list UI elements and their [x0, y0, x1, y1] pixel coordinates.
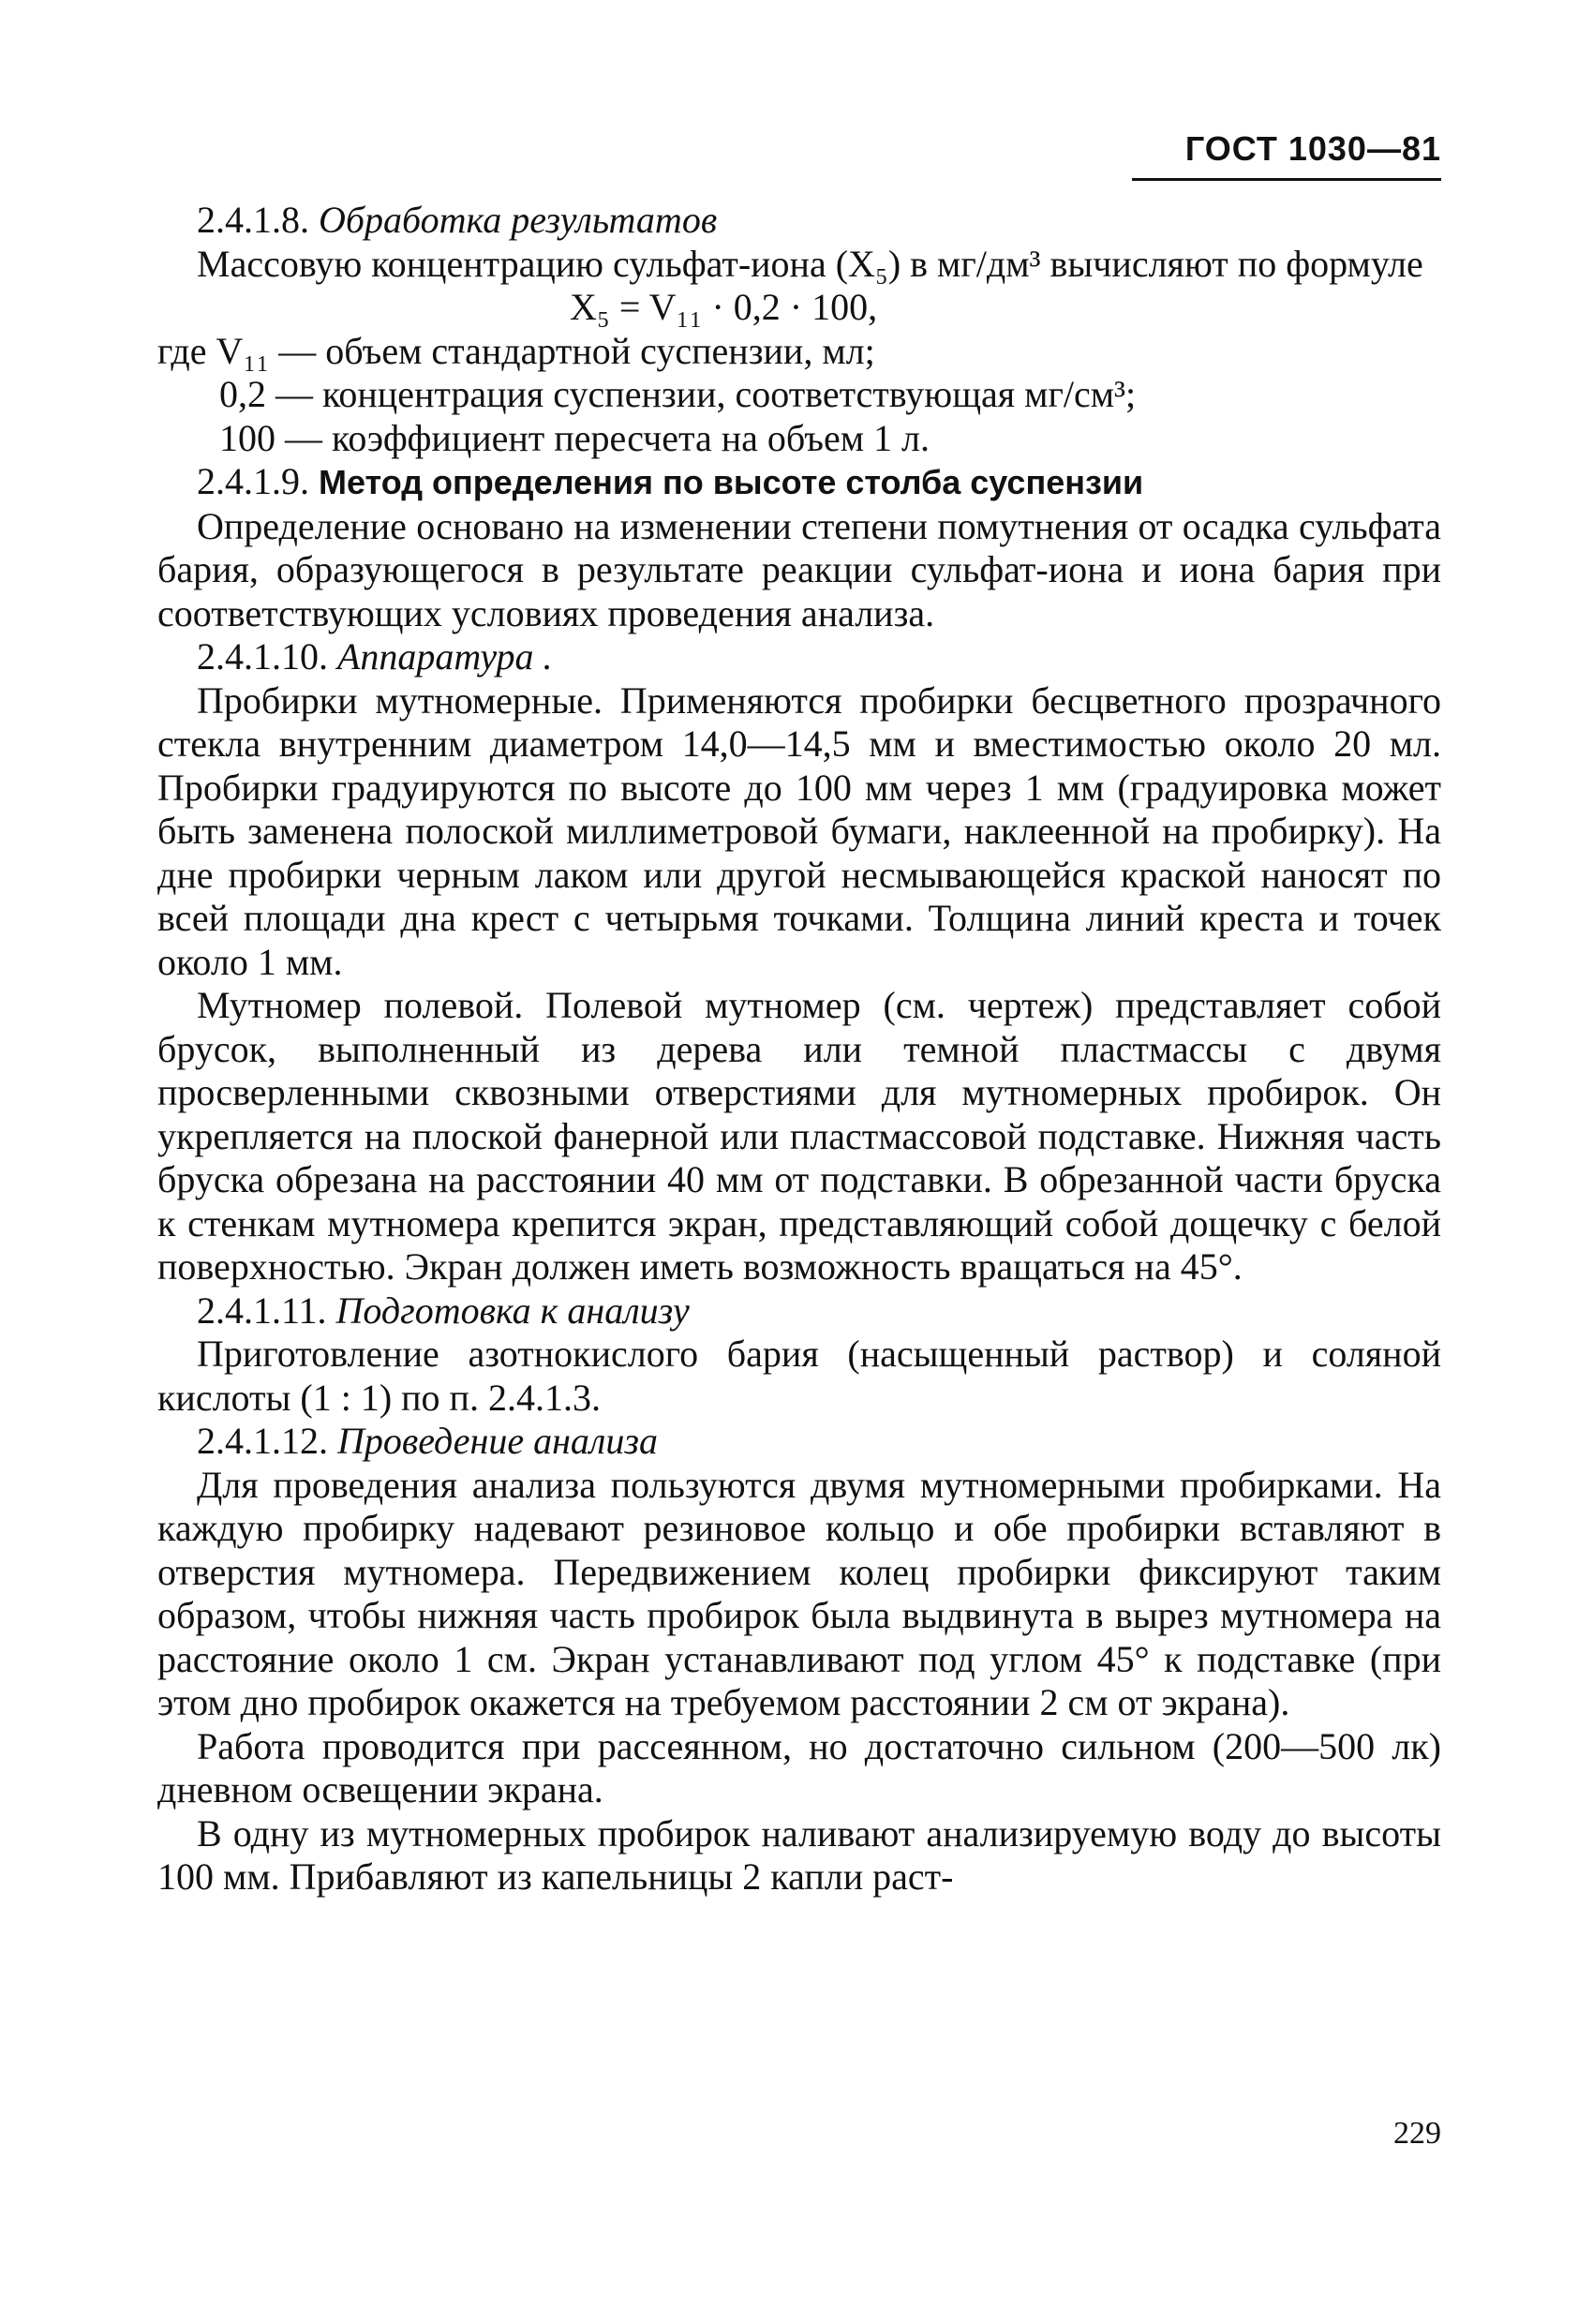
document-header: [1132, 129, 1441, 169]
section-heading-2-4-1-8: [157, 199, 1441, 243]
paragraph-test-tubes: Пробирки мутномерные. Применяются пробирки бесцветного прозрачного стекла внутренним диаметром 14,0—14,5 мм и вместимостью около 20 мл. Пробирки градуируются по высоте до 100 мм через 1 мм (градуировка может быть заменена полоской миллиметровой бумаги, наклеенной на пробирку). На дне пробирки черным лаком или другой несмывающейся краской наносят по всей площади дна крест с четырьмя точками. Толщина линий креста и точек около 1 мм.: [157, 678, 1441, 983]
section-heading-2-4-1-11: [157, 1289, 1441, 1333]
paragraph-method-basis: Определение основано на изменении степени помутнения от осадка сульфата бария, образующегося в результате реакции сульфат-иона и иона бария при соответствующих условиях проведения анализа.: [157, 504, 1441, 634]
paragraph-mass-concentration: Массовую концентрацию сульфат-иона (X₅) в мг/дм³ вычисляют по формуле: [197, 242, 1423, 285]
paragraph-lighting: Работа проводится при рассеянном, но достаточно сильном (200—500 лк) дневном освещении экрана.: [157, 1724, 1441, 1810]
section-title: Проведение анализа: [337, 1420, 658, 1462]
section-number: 2.4.1.10.: [197, 635, 328, 678]
section-number: 2.4.1.12.: [197, 1420, 328, 1462]
section-title: Подготовка к анализу: [335, 1289, 690, 1332]
section-title: Метод определения по высоте столба суспензии: [319, 463, 1144, 501]
section-number: 2.4.1.11.: [197, 1289, 327, 1332]
section-number: 2.4.1.9.: [197, 460, 309, 502]
page-content: [157, 199, 1441, 1899]
section-number: 2.4.1.8.: [197, 199, 309, 241]
header-rule: [1132, 178, 1441, 181]
paragraph-field-turbidimeter: Мутномер полевой. Полевой мутномер (см. чертеж) представляет собой брусок, выполненный из дерева или темной пластмассы с двумя просверленными сквозными отверстиями для мутномерных пробирок. Он укрепляется на плоской фанерной или пластмассовой подставке. Нижняя часть бруска обрезана на расстоянии 40 мм от подставки. В обрезанной части бруска к стенкам мутномера крепится экран, представляющий собой дощечку с белой поверхностью. Экран должен иметь возможность вращаться на 45°.: [157, 984, 1441, 1288]
page-number: 229: [1393, 2116, 1441, 2151]
formula: X₅ = V₁₁ · 0,2 · 100,: [570, 286, 878, 328]
paragraph-preparation: Приготовление азотнокислого бария (насыщенный раствор) и соляной кислоты (1 : 1) по п. 2.4.1.3.: [157, 1333, 1441, 1419]
section-heading-2-4-1-10: [157, 635, 1441, 679]
section-title: Аппаратура .: [337, 635, 553, 678]
formula-where-item-1: 0,2 — концентрация суспензии, соответствующая мг/см³;: [219, 373, 1137, 415]
formula-where-item-2: 100 — коэффициент пересчета на объем 1 л.: [219, 416, 930, 459]
section-heading-2-4-1-12: [157, 1420, 1441, 1464]
section-title: Обработка результатов: [319, 199, 718, 241]
paragraph-analysis-procedure: Для проведения анализа пользуются двумя мутномерными пробирками. На каждую пробирку надевают резиновое кольцо и обе пробирки вставляют в отверстия мутномера. Передвижением колец пробирки фиксируют таким образом, чтобы нижняя часть пробирок была выдвинута в вырез мутномера на расстояние около 1 см. Экран устанавливают под углом 45° к подставке (при этом дно пробирок окажется на требуемом расстоянии 2 см от экрана).: [157, 1463, 1441, 1723]
formula-where-lead: где V₁₁ — объем стандартной суспензии, мл;: [157, 329, 875, 372]
standard-code: ГОСТ 1030—81: [1184, 129, 1441, 168]
section-heading-2-4-1-9: [157, 460, 1441, 505]
paragraph-sample-pouring: В одну из мутномерных пробирок наливают анализируемую воду до высоты 100 мм. Прибавляют из капельницы 2 капли раст-: [157, 1811, 1441, 1898]
